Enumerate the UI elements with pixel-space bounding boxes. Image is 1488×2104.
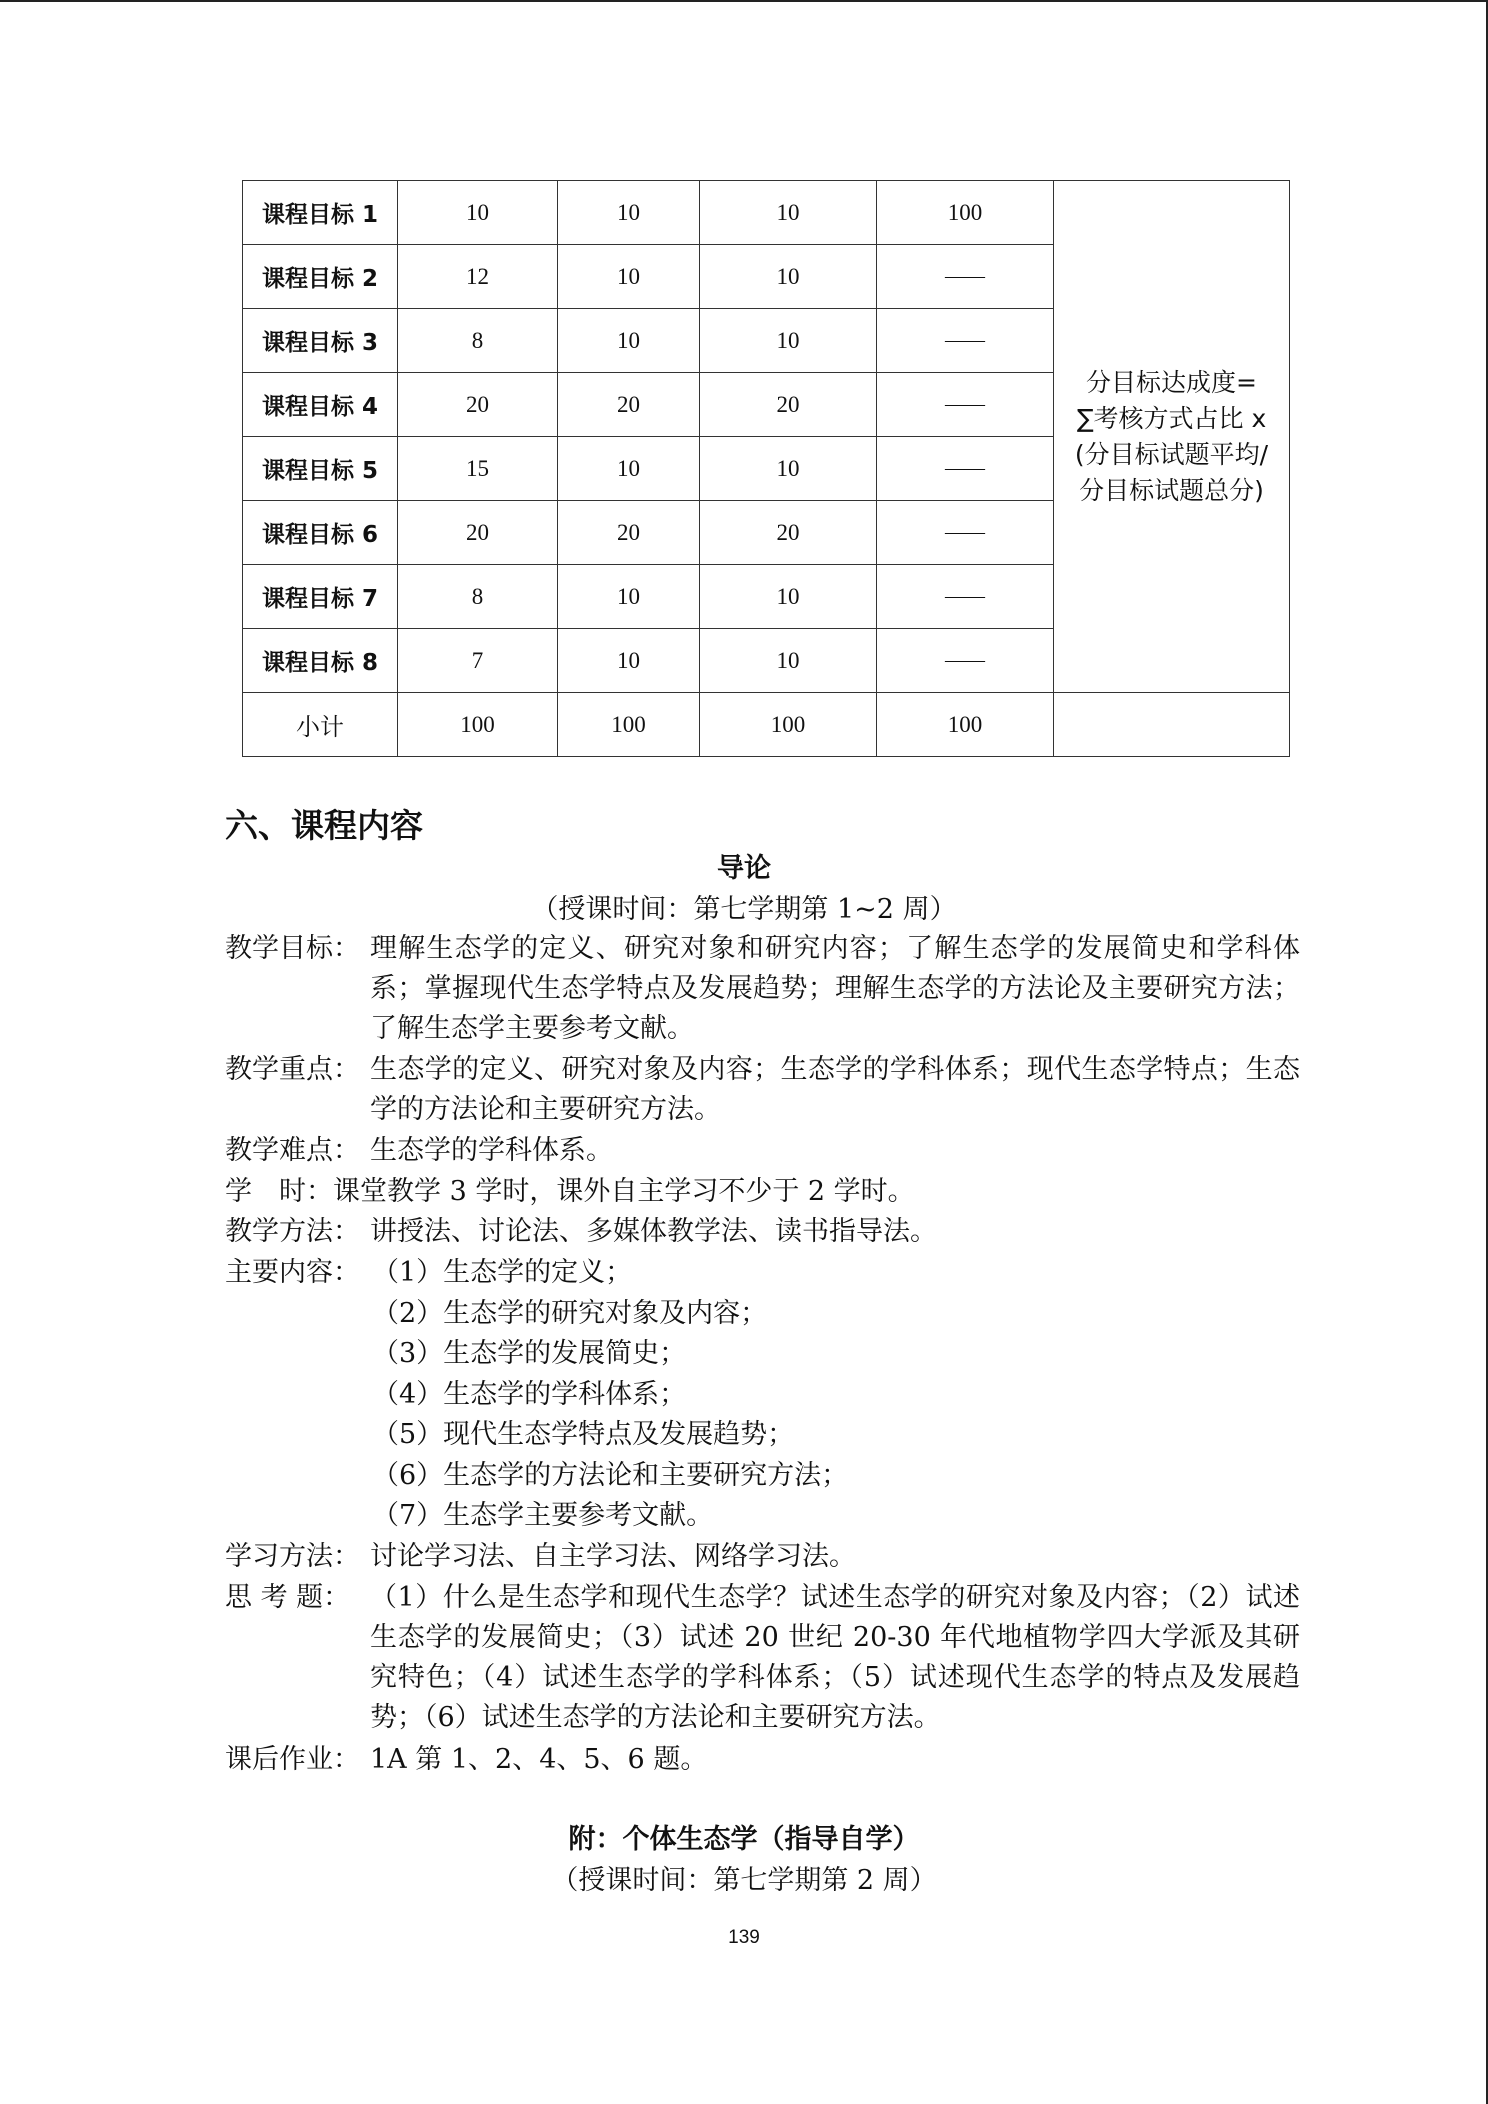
study-method bbox=[225, 1537, 1300, 1577]
row-label: 课程目标 2 bbox=[243, 245, 398, 309]
teaching-focus bbox=[225, 1050, 1300, 1130]
table-cell: —— bbox=[877, 629, 1054, 693]
subtotal-cell: 100 bbox=[398, 693, 558, 757]
subtotal-cell: 100 bbox=[877, 693, 1054, 757]
homework-text: 1A 第 1、2、4、5、6 题。 bbox=[370, 1744, 708, 1775]
teaching-method bbox=[225, 1212, 1300, 1252]
table-cell: 10 bbox=[558, 629, 700, 693]
teaching-goal-label: 教学目标： bbox=[225, 933, 360, 964]
row-label: 课程目标 6 bbox=[243, 501, 398, 565]
table-cell: 12 bbox=[398, 245, 558, 309]
table-row bbox=[243, 181, 1290, 245]
teaching-difficulty-label: 教学难点： bbox=[225, 1135, 360, 1166]
row-label: 课程目标 5 bbox=[243, 437, 398, 501]
list-item: （7）生态学主要参考文献。 bbox=[372, 1500, 714, 1531]
row-label: 课程目标 8 bbox=[243, 629, 398, 693]
section-heading: 六、课程内容 bbox=[225, 806, 423, 845]
subtotal-row bbox=[243, 693, 1290, 757]
teaching-focus-label: 教学重点： bbox=[225, 1054, 360, 1085]
main-content-list bbox=[372, 1253, 848, 1537]
table-cell: 10 bbox=[558, 565, 700, 629]
table-cell: 20 bbox=[398, 373, 558, 437]
teaching-method-text: 讲授法、讨论法、多媒体教学法、读书指导法。 bbox=[370, 1216, 937, 1247]
list-item: （5）现代生态学特点及发展趋势； bbox=[372, 1419, 795, 1450]
table-cell: 20 bbox=[700, 373, 877, 437]
table-cell: 10 bbox=[558, 309, 700, 373]
table-cell: 10 bbox=[558, 181, 700, 245]
chapter-title: 导论 bbox=[717, 853, 771, 884]
subtotal-cell: 100 bbox=[558, 693, 700, 757]
review-questions-text: （1）什么是生态学和现代生态学？试述生态学的研究对象及内容；（2）试述生态学的发展简史；（3）试述 20 世纪 20-30 年代地植物学四大学派及其研究特色；（4）试述生态学的学科体系；（5）试述现代生态学的特点及发展趋势；（6）试述生态学的方法论和主要研究方法。 bbox=[370, 1582, 1300, 1733]
class-hours-text: 学 时：课堂教学 3 学时，课外自主学习不少于 2 学时。 bbox=[225, 1176, 915, 1207]
list-item: （6）生态学的方法论和主要研究方法； bbox=[372, 1459, 849, 1491]
study-method-text: 讨论学习法、自主学习法、网络学习法。 bbox=[370, 1541, 856, 1572]
teaching-difficulty-text: 生态学的学科体系。 bbox=[370, 1135, 613, 1166]
table-cell: —— bbox=[877, 373, 1054, 437]
class-hours bbox=[225, 1172, 1300, 1212]
table-cell: 15 bbox=[398, 437, 558, 501]
row-label: 课程目标 1 bbox=[243, 181, 398, 245]
main-content-label: 主要内容： bbox=[225, 1257, 360, 1288]
formula-line: 分目标达成度= bbox=[1086, 367, 1257, 397]
table-cell: —— bbox=[877, 501, 1054, 565]
chapter-time: （授课时间：第七学期第 1~2 周） bbox=[531, 894, 957, 925]
empty-cell bbox=[1054, 693, 1290, 757]
table-cell: 8 bbox=[398, 309, 558, 373]
table-cell: 20 bbox=[398, 501, 558, 565]
list-item: （3）生态学的发展简史； bbox=[372, 1338, 687, 1369]
page-number: 139 bbox=[728, 1927, 760, 1948]
table-cell: —— bbox=[877, 245, 1054, 309]
teaching-goal bbox=[225, 929, 1300, 1049]
homework bbox=[225, 1740, 1300, 1780]
page-top-border bbox=[0, 0, 1488, 2]
list-item: （4）生态学的学科体系； bbox=[372, 1378, 687, 1410]
table-cell: 7 bbox=[398, 629, 558, 693]
formula-line: (分目标试题平均/ bbox=[1074, 439, 1269, 469]
table-cell: 10 bbox=[700, 181, 877, 245]
table-cell: 10 bbox=[700, 437, 877, 501]
table-cell: 20 bbox=[700, 501, 877, 565]
formula-line: ∑考核方式占比 x bbox=[1076, 403, 1267, 433]
table-cell: —— bbox=[877, 309, 1054, 373]
review-questions bbox=[225, 1578, 1300, 1738]
appendix-time: （授课时间：第七学期第 2 周） bbox=[551, 1865, 937, 1896]
table-cell: —— bbox=[877, 565, 1054, 629]
row-label: 课程目标 7 bbox=[243, 565, 398, 629]
table-cell: 10 bbox=[398, 181, 558, 245]
achievement-formula bbox=[1054, 181, 1290, 693]
table-cell: 10 bbox=[700, 565, 877, 629]
table-cell: 100 bbox=[877, 181, 1054, 245]
teaching-method-label: 教学方法： bbox=[225, 1216, 360, 1247]
teaching-focus-text: 生态学的定义、研究对象及内容；生态学的学科体系；现代生态学特点；生态学的方法论和主要研究方法。 bbox=[370, 1054, 1300, 1125]
list-item: （2）生态学的研究对象及内容； bbox=[372, 1297, 768, 1329]
table-cell: 10 bbox=[558, 437, 700, 501]
table-cell: 8 bbox=[398, 565, 558, 629]
subtotal-label: 小计 bbox=[243, 693, 398, 757]
homework-label: 课后作业： bbox=[225, 1744, 360, 1775]
formula-line: 分目标试题总分) bbox=[1079, 475, 1264, 505]
study-method-label: 学习方法： bbox=[225, 1541, 360, 1572]
row-label: 课程目标 3 bbox=[243, 309, 398, 373]
appendix-title: 附：个体生态学（指导自学） bbox=[568, 1824, 920, 1855]
subtotal-cell: 100 bbox=[700, 693, 877, 757]
table-cell: 10 bbox=[700, 309, 877, 373]
table-cell: 20 bbox=[558, 501, 700, 565]
table-cell: 10 bbox=[700, 245, 877, 309]
teaching-goal-text: 理解生态学的定义、研究对象和研究内容；了解生态学的发展简史和学科体系；掌握现代生态学特点及发展趋势；理解生态学的方法论及主要研究方法；了解生态学主要参考文献。 bbox=[370, 933, 1300, 1044]
list-item: （1）生态学的定义； bbox=[372, 1257, 633, 1288]
table-cell: 10 bbox=[558, 245, 700, 309]
table-cell: 10 bbox=[700, 629, 877, 693]
row-label: 课程目标 4 bbox=[243, 373, 398, 437]
teaching-difficulty bbox=[225, 1131, 1300, 1171]
review-questions-label: 思 考 题： bbox=[225, 1582, 351, 1613]
table-cell: —— bbox=[877, 437, 1054, 501]
assessment-table bbox=[242, 180, 1290, 757]
table-cell: 20 bbox=[558, 373, 700, 437]
